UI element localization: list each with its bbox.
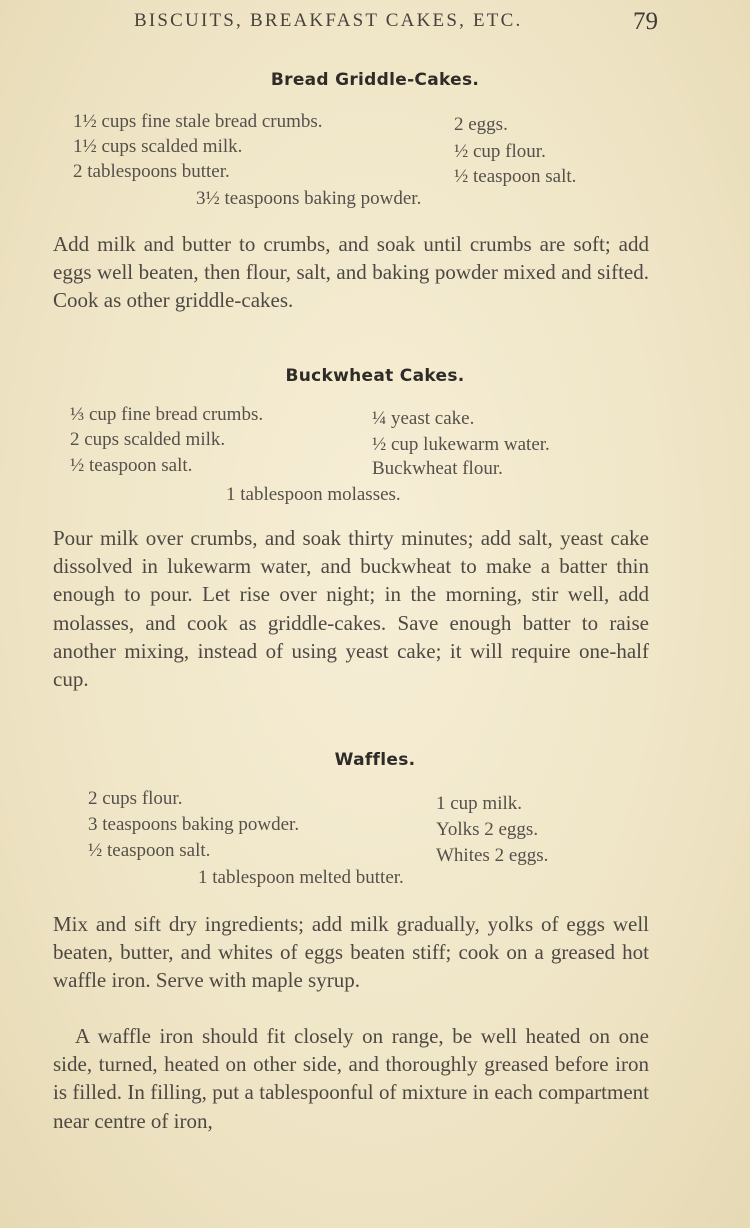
recipe-title: Buckwheat Cakes.	[285, 366, 465, 386]
recipe-title: Waffles.	[334, 750, 416, 770]
ingredient: 1 tablespoon molasses.	[226, 484, 401, 505]
ingredient: ½ cup lukewarm water.	[372, 434, 550, 455]
recipe-paragraph: A waffle iron should fit closely on range, be well heated on one side, turned, heated on other side, and thoroughly greased before iron is filled. In filling, put a tablespoonful of mixture in each compartment near centre of iron,	[53, 1024, 649, 1133]
page-number: 79	[633, 8, 658, 35]
ingredient: 3 teaspoons baking powder.	[88, 814, 300, 835]
ingredient: 2 eggs.	[454, 114, 508, 135]
running-title: BISCUITS, BREAKFAST CAKES, ETC.	[134, 10, 523, 31]
ingredient: 2 cups flour.	[88, 788, 183, 809]
ingredient: Yolks 2 eggs.	[436, 819, 539, 840]
recipe-title: Bread Griddle-Cakes.	[270, 70, 480, 90]
ingredient: ⅓ cup fine bread crumbs.	[70, 404, 264, 425]
recipe-paragraph: Add milk and butter to crumbs, and soak until crumbs are soft; add eggs well beaten, then flour, salt, and baking powder mixed and sifted. Cook as other griddle-cakes.	[53, 232, 649, 313]
ingredient: 1 cup milk.	[436, 793, 523, 814]
ingredient: 1½ cups scalded milk.	[73, 136, 243, 157]
ingredient: 1½ cups fine stale bread crumbs.	[73, 111, 323, 132]
ingredient: ½ teaspoon salt.	[454, 166, 577, 187]
ingredient: Buckwheat flour.	[372, 458, 503, 479]
recipe-paragraph: Pour milk over crumbs, and soak thirty minutes; add salt, yeast cake dissolved in lukewarm water, and buckwheat to make a batter thin enough to pour. Let rise over night; in the morning, stir well, add molasses, and cook as griddle-cakes. Save enough batter to raise another mixing, instead of using yeast cake; it will require one-half cup.	[53, 526, 649, 692]
recipe-paragraph: Mix and sift dry ingredients; add milk gradually, yolks of eggs well beaten, butter, and whites of eggs beaten stiff; cook on a greased hot waffle iron. Serve with maple syrup.	[53, 912, 649, 993]
ingredient: 1 tablespoon melted butter.	[198, 867, 404, 888]
ingredient: Whites 2 eggs.	[436, 845, 549, 866]
ingredient: ½ teaspoon salt.	[88, 840, 211, 861]
ingredient: ¼ yeast cake.	[372, 408, 475, 429]
ingredient: ½ teaspoon salt.	[70, 455, 193, 476]
running-head	[52, 10, 658, 40]
ingredient: 2 tablespoons butter.	[73, 161, 230, 182]
ingredient: 3½ teaspoons baking powder.	[196, 188, 422, 209]
ingredient: 2 cups scalded milk.	[70, 429, 226, 450]
ingredient: ½ cup flour.	[454, 141, 546, 162]
